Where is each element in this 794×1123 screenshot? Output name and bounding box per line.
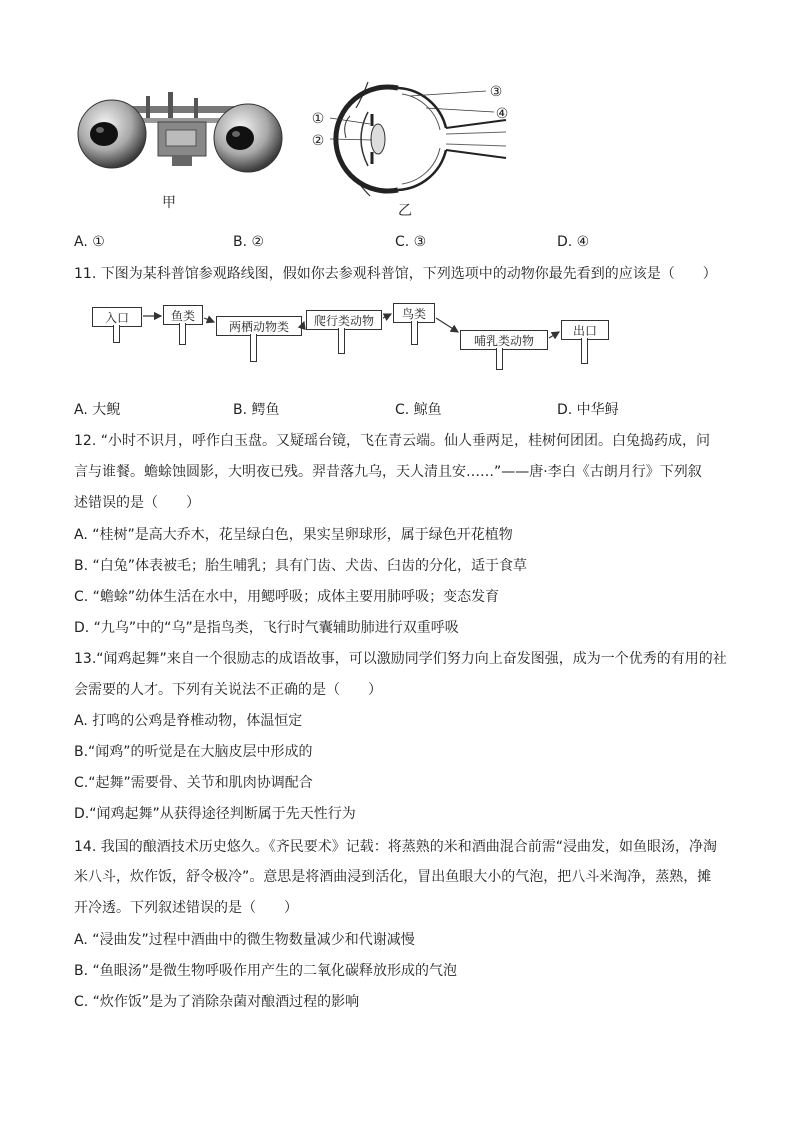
route-sign-fish: 鱼类 [163, 305, 203, 325]
eye-label-2: ② [311, 133, 325, 149]
q12-stem-line-1: 12. “小时不识月，呼作白玉盘。又疑瑶台镜，飞在青云端。仙人垂两足，桂树何团团。白兔捣药成，问 [74, 433, 710, 449]
route-sign-entrance: 入口 [92, 307, 142, 327]
q11-option-d: D. 中华鲟 [557, 402, 619, 418]
q14-option-a: A. “浸曲发”过程中酒曲中的微生物数量减少和代谢减慢 [74, 932, 415, 948]
q11-stem: 11. 下图为某科普馆参观路线图，假如你去参观科普馆，下列选项中的动物你最先看到的应该是（ ） [74, 266, 717, 282]
q12-option-b: B. “白兔”体表被毛；胎生哺乳；具有门齿、犬齿、臼齿的分化，适于食草 [74, 558, 528, 574]
route-arrows [0, 0, 794, 400]
q12-option-c: C. “蟾蜍”幼体生活在水中，用鳃呼吸；成体主要用肺呼吸；变态发育 [74, 589, 500, 605]
q14-stem-line-2: 米八斗，炊作饭，舒令极冷”。意思是将酒曲浸到活化，冒出鱼眼大小的气泡，把八斗米淘净，蒸熟，摊 [74, 869, 712, 885]
q14-stem-line-3: 开冷透。下列叙述错误的是（ ） [74, 900, 298, 916]
q12-stem-line-2: 言与谁餐。蟾蜍蚀圆影，大明夜已残。羿昔落九乌，天人清且安……”——唐·李白《古朗月行》下列叙 [74, 464, 702, 480]
q13-option-b: B.“闻鸡”的听觉是在大脑皮层中形成的 [74, 744, 313, 760]
q13-option-c: C.“起舞”需要骨、关节和肌肉协调配合 [74, 775, 313, 791]
eye-label-1: ① [311, 111, 325, 127]
route-sign-mammals: 哺乳类动物 [460, 330, 548, 350]
q14-stem-line-1: 14. 我国的酿酒技术历史悠久。《齐民要术》记载：将蒸熟的米和酒曲混合前需“浸曲发，如鱼眼汤，净淘 [74, 839, 717, 855]
q12-option-d: D. “九乌”中的“乌”是指鸟类，飞行时气囊辅助肺进行双重呼吸 [74, 620, 459, 636]
q11-option-a: A. 大鲵 [74, 402, 121, 418]
q10-option-b: B. ② [233, 234, 265, 250]
figure-jia-caption: 甲 [162, 195, 176, 211]
q13-stem-line-1: 13.“闻鸡起舞”来自一个很励志的成语故事，可以激励同学们努力向上奋发图强，成为一个优秀的有用的社 [74, 651, 727, 667]
q13-stem-line-2: 会需要的人才。下列有关说法不正确的是（ ） [74, 682, 382, 698]
eye-label-3: ③ [489, 84, 503, 100]
q12-stem-line-3: 述错误的是（ ） [74, 495, 200, 511]
q13-option-a: A. 打鸣的公鸡是脊椎动物，体温恒定 [74, 713, 303, 729]
q12-option-a: A. “桂树”是高大乔木，花呈绿白色，果实呈卵球形，属于绿色开花植物 [74, 527, 513, 543]
q13-option-d: D.“闻鸡起舞”从获得途径判断属于先天性行为 [74, 806, 356, 822]
q11-option-b: B. 鳄鱼 [233, 402, 280, 418]
q10-option-a: A. ① [74, 234, 105, 250]
route-sign-reptiles: 爬行类动物 [306, 310, 382, 330]
q14-option-c: C. “炊作饭”是为了消除杂菌对酿酒过程的影响 [74, 994, 360, 1010]
route-sign-exit: 出口 [561, 320, 609, 340]
figure-yi-caption: 乙 [398, 203, 412, 219]
eye-label-4: ④ [495, 106, 509, 122]
route-sign-birds: 鸟类 [393, 303, 435, 323]
route-sign-amphibians: 两栖动物类 [216, 316, 302, 336]
q11-option-c: C. 鲸鱼 [395, 402, 442, 418]
q10-option-d: D. ④ [557, 234, 590, 250]
q10-option-c: C. ③ [395, 234, 427, 250]
q14-option-b: B. “鱼眼汤”是微生物呼吸作用产生的二氧化碳释放形成的气泡 [74, 963, 458, 979]
